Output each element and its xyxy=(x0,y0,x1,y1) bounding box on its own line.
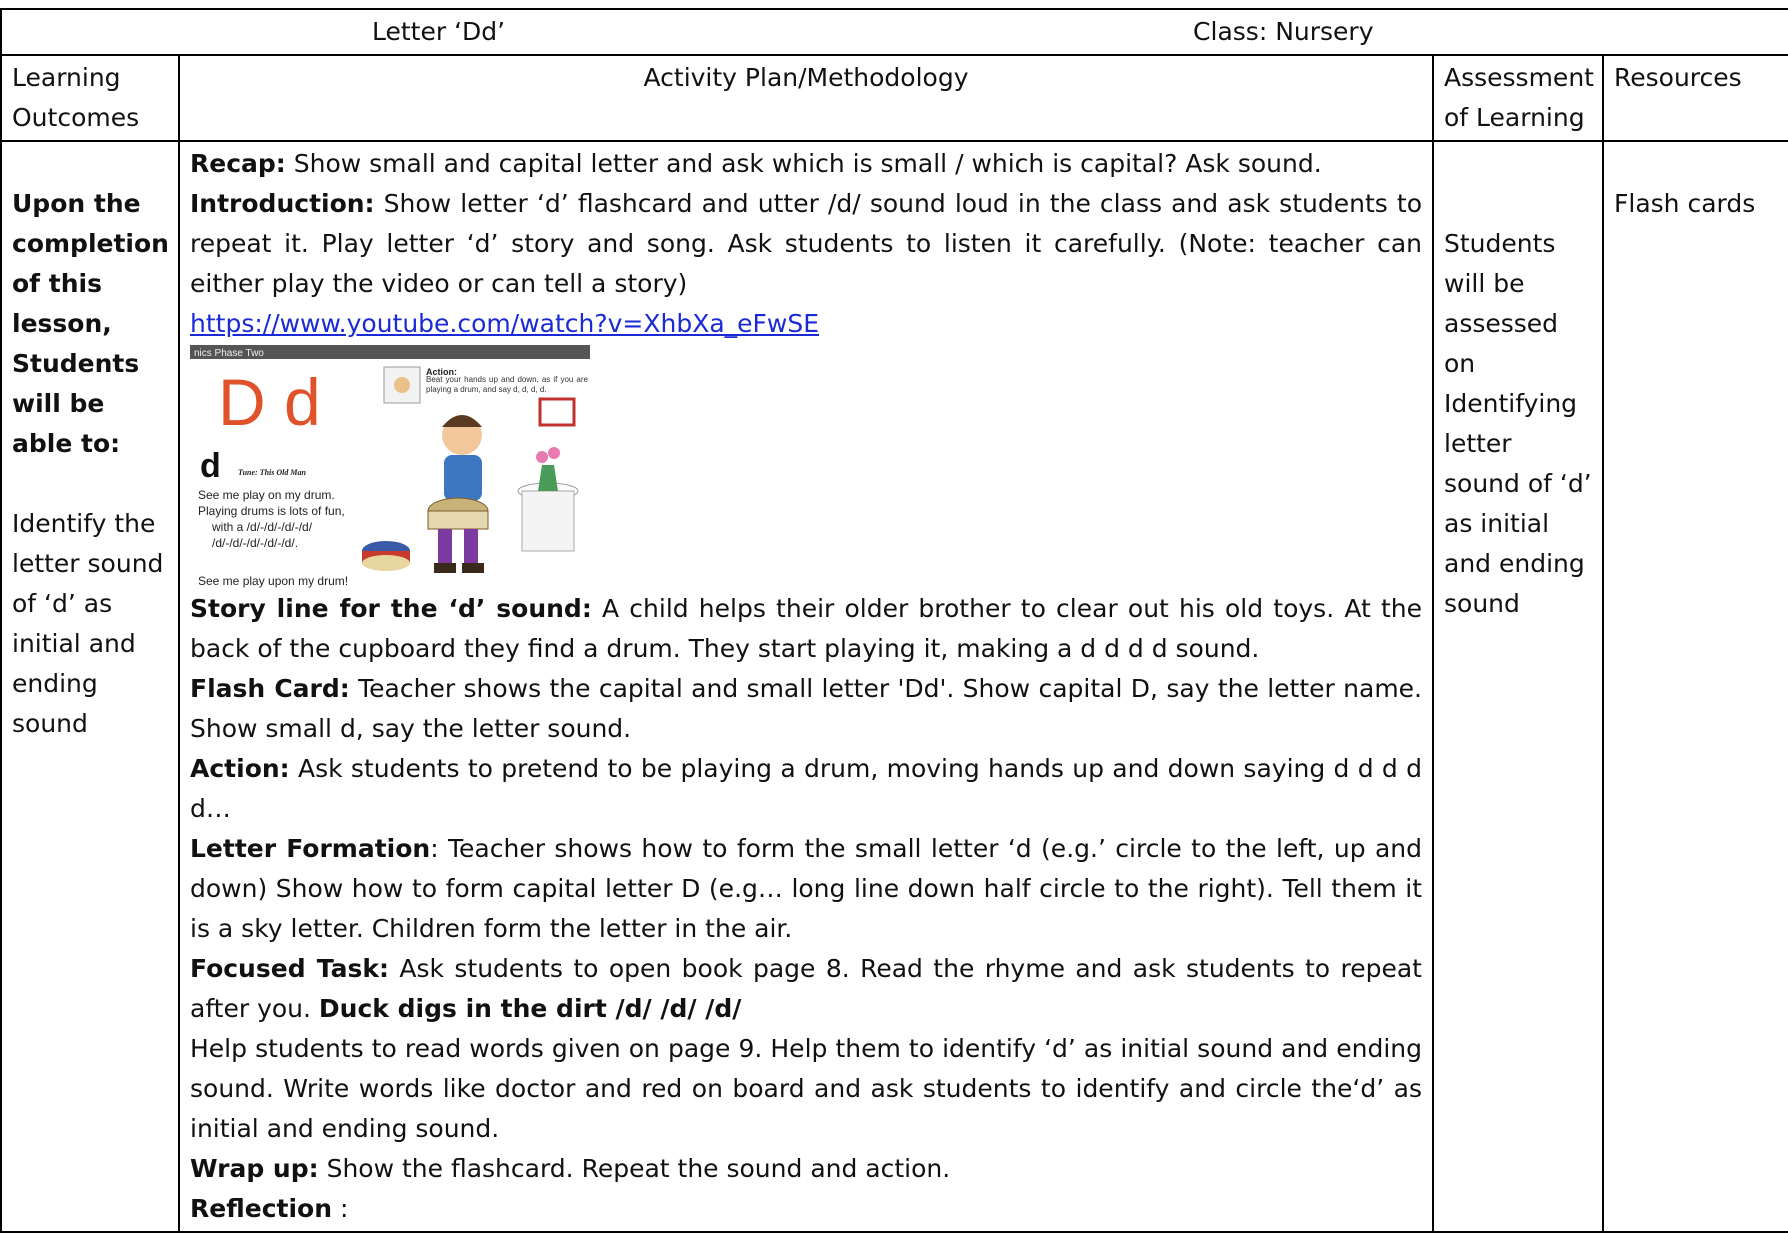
image-action-label: Action: xyxy=(426,367,457,377)
assessment-cell xyxy=(1433,141,1603,1232)
image-song-line4: /d/-/d/-/d/-/d/-/d/. xyxy=(212,536,299,550)
focused-paragraph xyxy=(190,949,1422,1029)
action-label: Action: xyxy=(190,754,290,783)
help-paragraph: Help students to read words given on page 9. Help them to identify ‘d’ as initial sound and ending sound. Write words like doctor and red on board and ask students to identify and circle the‘d’ as initial and ending sound. xyxy=(190,1034,1422,1143)
intro-paragraph xyxy=(190,184,1422,304)
story-label: Story line for the ‘d’ sound: xyxy=(190,594,592,623)
story-paragraph xyxy=(190,589,1422,669)
image-small-letter: d xyxy=(200,447,221,485)
image-small-drum-icon xyxy=(362,541,410,571)
flash-label: Flash Card: xyxy=(190,674,350,703)
class-label: Class: Nursery xyxy=(1193,17,1374,46)
outcomes-cell xyxy=(1,141,179,1232)
image-song-line2: Playing drums is lots of fun, xyxy=(198,504,345,518)
content-row xyxy=(1,141,1788,1232)
rhyme-text: Duck digs in the dirt /d/ /d/ /d/ xyxy=(318,994,742,1023)
assessment-text: Students will be assessed on Identifying letter sound of ‘d’ as initial and ending sound xyxy=(1444,229,1592,618)
column-header-row xyxy=(1,55,1788,141)
youtube-link[interactable]: https://www.youtube.com/watch?v=XhbXa_eFwSE xyxy=(190,309,820,338)
header-row xyxy=(1,9,1788,55)
wrap-paragraph xyxy=(190,1149,1422,1189)
resources-text: Flash cards xyxy=(1614,189,1756,218)
recap-label: Recap: xyxy=(190,149,286,178)
focused-label: Focused Task: xyxy=(190,954,389,983)
image-song-line3: with a /d/-/d/-/d/-/d/ xyxy=(212,520,313,534)
col-header-outcomes: Learning Outcomes xyxy=(1,55,179,141)
lesson-plan-table xyxy=(0,8,1788,1233)
outcomes-intro: Upon the completion of this lesson, Students will be able to: xyxy=(12,189,169,458)
image-song-line5: See me play upon my drum! xyxy=(198,574,349,588)
intro-text: Show letter ‘d’ flashcard and utter /d/ sound loud in the class and ask students to repeat it. Play letter ‘d’ story and song. Ask students to listen it carefully. (Note: teacher can either play the video or can tell a story) xyxy=(190,189,1422,298)
lesson-title: Letter ‘Dd’ xyxy=(372,17,506,46)
reflection-paragraph xyxy=(190,1189,1422,1229)
flash-paragraph xyxy=(190,669,1422,749)
flash-text: Teacher shows the capital and small letter 'Dd'. Show capital D, say the letter name. Show small d, say the letter sound. xyxy=(190,674,1423,743)
image-action-text: Beat your hands up and down, as if you are playing a drum, and say d, d, d, d. xyxy=(426,375,588,394)
col-header-plan: Activity Plan/Methodology xyxy=(179,55,1433,141)
focused-text: Ask students to open book page 8. Read the rhyme and ask students to repeat after you. xyxy=(190,954,1422,1023)
letter-d-story-image xyxy=(190,345,590,591)
action-paragraph xyxy=(190,749,1422,829)
header-cell xyxy=(1,9,1788,55)
intro-label: Introduction: xyxy=(190,189,375,218)
col-header-assessment: Assessment of Learning xyxy=(1433,55,1603,141)
formation-label: Letter Formation xyxy=(190,834,431,863)
wrap-text: Show the flashcard. Repeat the sound and action. xyxy=(318,1154,951,1183)
image-big-letters: D d xyxy=(218,365,321,439)
story-text: A child helps their older brother to clear out his old toys. At the back of the cupboard they find a drum. They start playing it, making a d d d d sound. xyxy=(190,594,1422,663)
image-hand-icon xyxy=(394,377,410,393)
formation-paragraph xyxy=(190,829,1422,949)
reflection-text: : xyxy=(332,1194,349,1223)
plan-cell xyxy=(179,141,1433,1232)
resources-cell xyxy=(1603,141,1788,1232)
wrap-label: Wrap up: xyxy=(190,1154,319,1183)
col-header-resources: Resources xyxy=(1603,55,1788,141)
formation-text: : Teacher shows how to form the small letter ‘d (e.g.’ circle to the left, up and down) Show how to form capital letter D (e.g… long line down half circle to the right). Tell them it is a sky letter. Children form the letter in the air. xyxy=(190,834,1422,943)
outcomes-item: Identify the letter sound of ‘d’ as initial and ending sound xyxy=(12,509,164,738)
image-song-line1: See me play on my drum. xyxy=(198,488,335,502)
reflection-label: Reflection xyxy=(190,1194,333,1223)
action-text: Ask students to pretend to be playing a drum, moving hands up and down saying d d d d d… xyxy=(190,754,1422,823)
recap-text: Show small and capital letter and ask which is small / which is capital? Ask sound. xyxy=(285,149,1322,178)
image-caption-top: nics Phase Two xyxy=(194,348,264,359)
image-tune: Tune: This Old Man xyxy=(238,468,306,477)
recap-paragraph xyxy=(190,144,1422,184)
